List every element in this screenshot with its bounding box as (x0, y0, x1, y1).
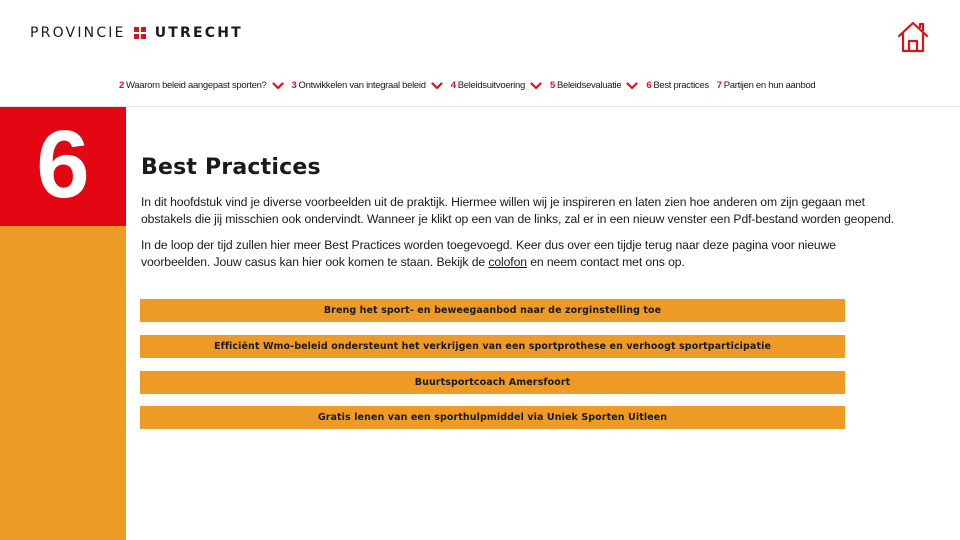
best-practice-link-4[interactable]: Gratis lenen van een sporthulpmiddel via Uniek Sporten Uitleen (140, 406, 845, 429)
nav-item-2[interactable] (119, 80, 284, 91)
best-practice-link-1[interactable]: Breng het sport- en beweegaanbod naar de zorginstelling toe (140, 299, 845, 322)
info-paragraph (141, 237, 901, 271)
home-icon (895, 20, 931, 54)
logo-mark-icon (134, 27, 146, 39)
nav-item-number: 2 (119, 80, 124, 91)
chapter-navigation (0, 62, 960, 107)
logo-word-provincie: PROVINCIE (30, 25, 126, 41)
nav-item-label: Ontwikkelen van integraal beleid (298, 80, 426, 91)
chevron-down-icon[interactable] (530, 82, 542, 90)
nav-item-label: Waarom beleid aangepast sporten? (125, 80, 267, 91)
best-practice-link-3[interactable]: Buurtsportcoach Amersfoort (140, 371, 845, 394)
main-content (141, 155, 901, 280)
nav-items (119, 80, 823, 91)
nav-item-label: Partijen en hun aanbod (723, 80, 816, 91)
nav-item-4[interactable] (451, 80, 542, 91)
nav-item-3[interactable] (292, 80, 443, 91)
chevron-down-icon[interactable] (431, 82, 443, 90)
info-text-before: In de loop der tijd zullen hier meer Best Practices worden toegevoegd. Keer dus over een tijdje terug naar deze pagina voor nieuwe voorbeelden. Jouw casus kan hier ook komen te staan. Bekijk de (141, 238, 836, 269)
best-practices-list (140, 299, 845, 442)
nav-item-label: Beleidsuitvoering (457, 80, 525, 91)
nav-item-number: 6 (646, 80, 652, 91)
best-practice-link-2[interactable]: Efficiënt Wmo-beleid ondersteunt het verkrijgen van een sportprothese en verhoogt sportparticipatie (140, 335, 845, 358)
nav-item-5[interactable] (550, 80, 638, 91)
chapter-number: 6 (36, 110, 90, 218)
provincie-utrecht-logo[interactable] (30, 25, 243, 41)
chevron-down-icon[interactable] (626, 82, 638, 90)
logo-word-utrecht: UTRECHT (154, 25, 243, 41)
intro-paragraph: In dit hoofdstuk vind je diverse voorbeelden uit de praktijk. Hiermee willen wij je inspireren en laten zien hoe anderen om zijn gegaan met obstakels die jij misschien ook ondervindt. Wanneer je klikt op een van de links, zal er in een nieuw venster een Pdf-bestand worden geopend. (141, 195, 895, 226)
page-title: Best Practices (141, 155, 321, 180)
chapter-number-block (0, 107, 126, 226)
nav-item-6[interactable] (646, 80, 708, 91)
nav-item-number: 3 (291, 80, 297, 91)
nav-item-number: 5 (549, 80, 555, 91)
info-text-after: en neem contact met ons op. (526, 255, 685, 269)
nav-item-label: Beleidsevaluatie (556, 80, 622, 91)
nav-item-number: 4 (450, 80, 456, 91)
chevron-down-icon[interactable] (272, 82, 284, 90)
nav-item-number: 7 (716, 80, 722, 91)
site-header (0, 0, 960, 63)
home-button[interactable] (895, 20, 931, 54)
nav-item-7[interactable] (717, 80, 816, 91)
nav-item-label: Best practices (653, 80, 709, 91)
colofon-link[interactable]: colofon (488, 255, 527, 269)
